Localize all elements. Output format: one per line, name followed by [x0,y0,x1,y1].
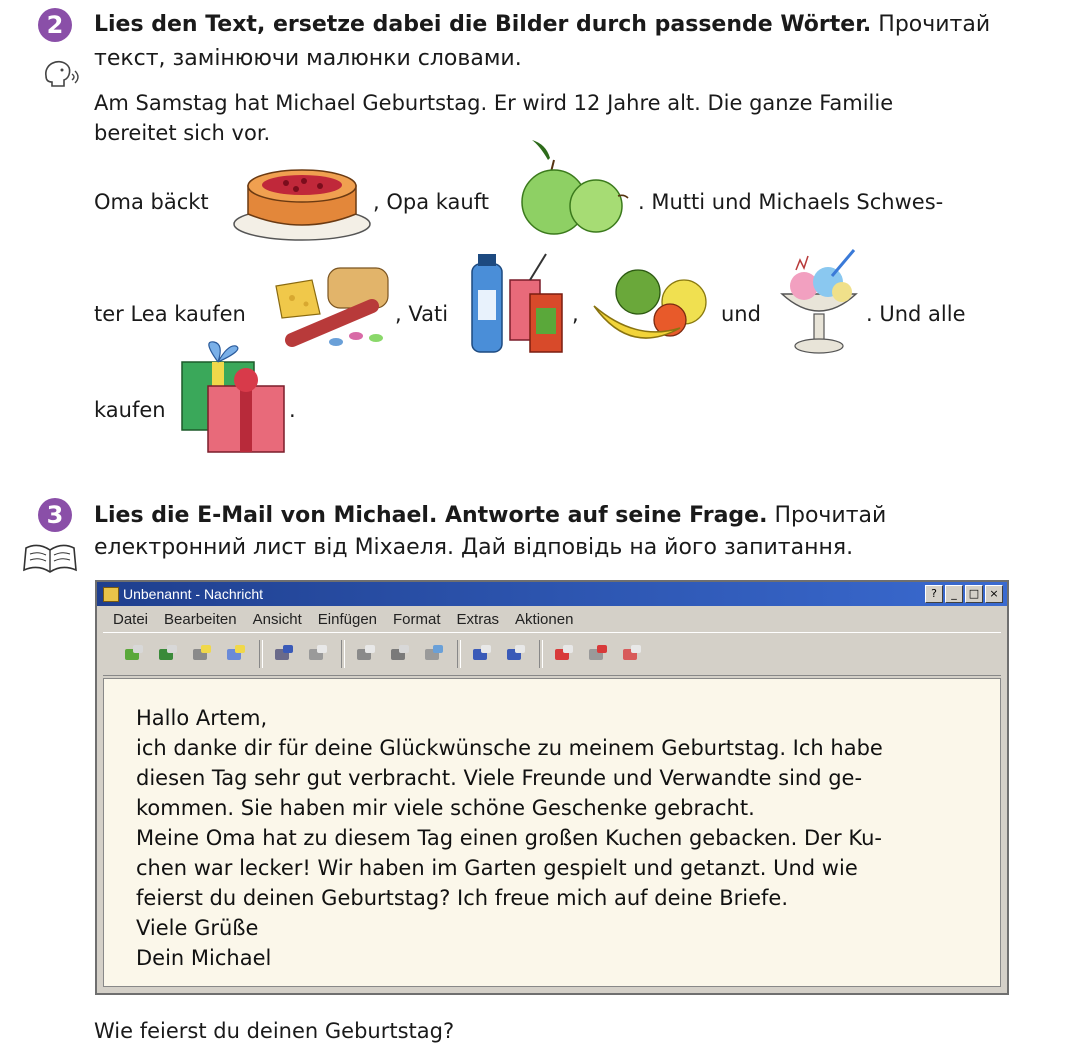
minimize-icon[interactable]: _ [945,585,963,603]
ice-cream-icon [776,244,862,356]
drinks-icon [466,250,570,356]
row1-text-3: . Mutti und Michaels Schwes- [638,190,944,214]
forward-icon[interactable] [191,643,215,665]
speaking-head-icon [40,56,80,92]
task-3-title-bold: Lies die E-Mail von Michael. Antworte auf seine Frage. [94,503,768,528]
menu-extras[interactable]: Extras [456,610,500,628]
apples-icon [518,140,630,236]
message-line: diesen Tag sehr gut verbracht. Viele Freunde und Verwandte sind ge- [136,766,863,790]
task-2-subtitle: текст, замінюючи малюнки словами. [94,46,522,71]
copy-icon[interactable] [355,643,379,665]
message-body[interactable] [103,678,1001,987]
row2-text-4: und [721,302,761,326]
message-line: Dein Michael [136,946,272,970]
menu-einfuegen[interactable]: Einfügen [317,610,378,628]
row2-text-5: . Und alle [866,302,966,326]
menu-aktionen[interactable]: Aktionen [515,610,574,628]
task-2-title-rest: Прочитай [878,12,991,37]
toolbar-separator [259,640,263,668]
message-line: chen war lecker! Wir haben im Garten gespielt und getanzt. Und wie [136,856,858,880]
message-line: ich danke dir für deine Glückwünsche zu meinem Geburtstag. Ich habe [136,736,883,760]
row3-text-1: kaufen [94,398,166,422]
envelope-icon [103,587,119,602]
window-title: Unbenannt - Nachricht [123,586,264,602]
toolbar-separator [341,640,345,668]
message-text [136,703,976,973]
toolbar-separator [539,640,543,668]
menu-format[interactable]: Format [393,610,441,628]
menu-bar [97,606,1007,632]
print-icon[interactable] [307,643,331,665]
maximize-icon[interactable]: □ [965,585,983,603]
message-line: kommen. Sie haben mir viele schöne Geschenke gebracht. [136,796,755,820]
reply-all-icon[interactable] [157,643,181,665]
menu-bearbeiten[interactable]: Bearbeiten [164,610,237,628]
task-2-title-bold: Lies den Text, ersetze dabei die Bilder durch passende Wörter. [94,12,872,37]
gifts-icon [178,338,288,456]
message-line: Hallo Artem, [136,706,268,730]
cake-icon [232,160,372,244]
intro-line-1: Am Samstag hat Michael Geburtstag. Er wird 12 Jahre alt. Die ganze Familie [94,91,894,115]
fruit-icon [590,266,712,352]
menu-datei[interactable]: Datei [113,610,149,628]
send-icon[interactable] [225,643,249,665]
question-text: Wie feierst du deinen Geburtstag? [94,1019,455,1043]
address-icon[interactable] [621,643,645,665]
message-line: Viele Grüße [136,916,259,940]
toolbar [103,632,1001,676]
email-window [95,580,1009,995]
find-icon[interactable] [423,643,447,665]
task-2-number: 2 [38,8,72,42]
open-book-icon [22,540,78,576]
row1-text-1: Oma bäckt [94,190,209,214]
save-icon[interactable] [273,643,297,665]
intro-line-2: bereitet sich vor. [94,121,271,145]
row2-text-3: , [572,302,579,326]
task-2-title [94,10,990,40]
task-3-title [94,501,886,531]
reply-icon[interactable] [123,643,147,665]
row3-text-2: . [289,398,296,422]
cheese-sausage-sweets-icon [272,262,394,352]
task-2-intro [94,88,994,148]
window-controls [925,585,1003,603]
move-icon[interactable] [389,643,413,665]
message-line: Meine Oma hat zu diesem Tag einen großen Kuchen gebacken. Der Ku- [136,826,882,850]
row2-text-2: , Vati [395,302,449,326]
message-line: feierst du deinen Geburtstag? Ich freue mich auf deine Briefe. [136,886,789,910]
task-3-number: 3 [38,498,72,532]
task-3-title-rest: Прочитай [774,503,887,528]
delete-icon[interactable] [587,643,611,665]
close-icon[interactable]: × [985,585,1003,603]
menu-ansicht[interactable]: Ansicht [252,610,302,628]
flag-icon[interactable] [553,643,577,665]
help-icon[interactable]: ? [925,585,943,603]
window-titlebar[interactable] [97,582,1007,606]
row1-text-2: , Opa kauft [373,190,489,214]
next-icon[interactable] [505,643,529,665]
toolbar-separator [457,640,461,668]
task-3-subtitle: електронний лист від Міхаеля. Дай відповідь на його запитання. [94,535,854,560]
prev-icon[interactable] [471,643,495,665]
row2-text-1: ter Lea kaufen [94,302,246,326]
